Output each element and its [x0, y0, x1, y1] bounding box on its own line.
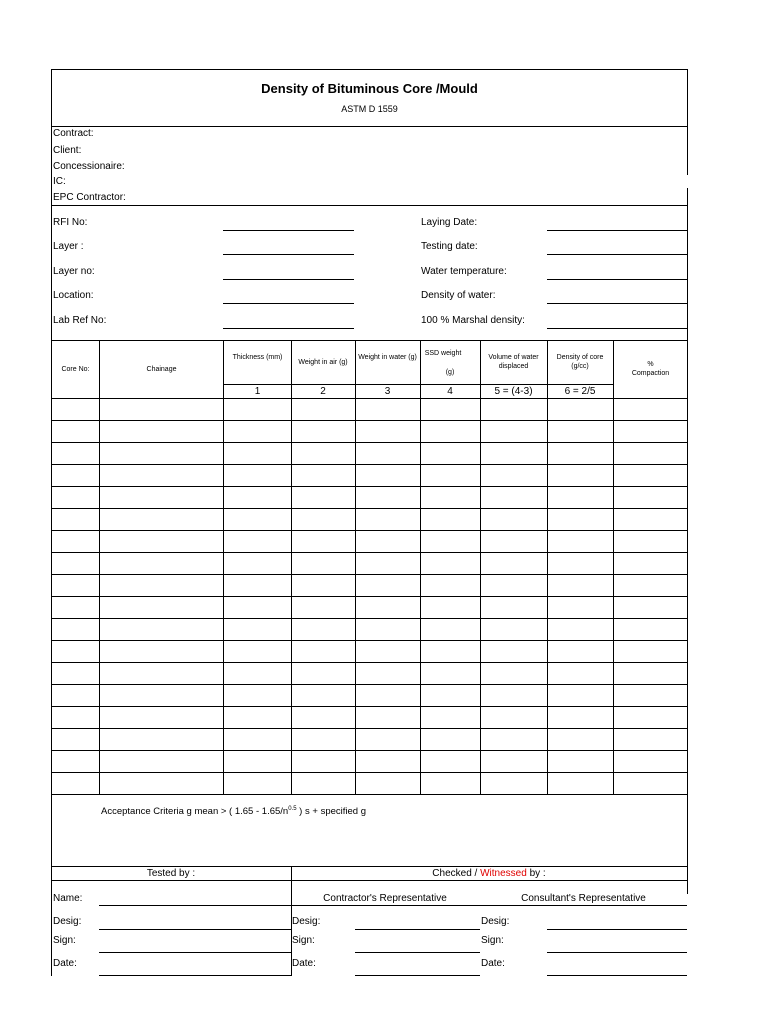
table-cell[interactable]	[224, 553, 291, 574]
table-cell[interactable]	[224, 685, 291, 706]
table-cell[interactable]	[481, 663, 547, 684]
table-cell[interactable]	[481, 641, 547, 662]
table-cell[interactable]	[292, 619, 355, 640]
header-weight-air: Weight in air (g)	[298, 359, 348, 366]
table-cell[interactable]	[548, 399, 613, 420]
table-cell[interactable]	[52, 751, 99, 772]
rfi-no-label: RFI No:	[53, 217, 88, 228]
formula-col-4: 4	[447, 386, 453, 397]
table-cell[interactable]	[356, 641, 420, 662]
table-cell[interactable]	[421, 619, 480, 640]
table-cell[interactable]	[421, 663, 480, 684]
table-cell[interactable]	[292, 509, 355, 530]
table-cell[interactable]	[292, 575, 355, 596]
header-core-no: Core No:	[61, 366, 90, 373]
table-cell[interactable]	[421, 773, 480, 794]
table-cell[interactable]	[100, 707, 223, 728]
table-cell[interactable]	[224, 509, 291, 530]
contractor-sign-field[interactable]	[355, 952, 480, 953]
table-cell[interactable]	[481, 421, 547, 442]
header-ssd-weight: SSD weight	[424, 350, 462, 357]
table-cell[interactable]	[614, 663, 687, 684]
testing-date-field[interactable]	[547, 254, 687, 255]
table-cell[interactable]	[481, 575, 547, 596]
acceptance-suffix: ) s + specified g	[296, 806, 366, 818]
table-cell[interactable]	[421, 465, 480, 486]
table-cell[interactable]	[614, 443, 687, 464]
tested-by-label: Tested by :	[146, 868, 196, 879]
table-header-top-border	[51, 340, 687, 341]
table-cell[interactable]	[356, 773, 420, 794]
table-cell[interactable]	[481, 685, 547, 706]
table-cell[interactable]	[614, 399, 687, 420]
table-cell[interactable]	[614, 465, 687, 486]
layer-field[interactable]	[223, 254, 354, 255]
contractor-desig-label: Desig:	[292, 916, 321, 927]
table-cell[interactable]	[356, 685, 420, 706]
rep-header-divider	[291, 905, 687, 906]
concessionaire-label: Concessionaire:	[53, 161, 125, 172]
table-cell[interactable]	[100, 575, 223, 596]
table-cell[interactable]	[292, 641, 355, 662]
table-cell[interactable]	[356, 421, 420, 442]
table-cell[interactable]	[548, 773, 613, 794]
table-cell[interactable]	[100, 465, 223, 486]
table-cell[interactable]	[614, 487, 687, 508]
table-cell[interactable]	[52, 421, 99, 442]
header-thickness: Thickness (mm)	[232, 354, 283, 361]
table-cell[interactable]	[356, 751, 420, 772]
tested-desig-label: Desig:	[53, 916, 82, 927]
contract-label: Contract:	[53, 128, 94, 139]
acceptance-criteria	[101, 803, 366, 818]
table-cell[interactable]	[224, 443, 291, 464]
table-cell[interactable]	[481, 465, 547, 486]
consultant-sign-field[interactable]	[547, 952, 687, 953]
lab-ref-no-label: Lab Ref No:	[53, 315, 107, 326]
table-cell[interactable]	[421, 597, 480, 618]
table-cell[interactable]	[356, 509, 420, 530]
table-cell[interactable]	[292, 751, 355, 772]
table-cell[interactable]	[421, 751, 480, 772]
formula-col-5: 5 = (4-3)	[494, 386, 533, 397]
table-cell[interactable]	[481, 729, 547, 750]
table-cell[interactable]	[356, 575, 420, 596]
header-weight-water: Weight in water (g)	[358, 354, 417, 361]
table-cell[interactable]	[52, 553, 99, 574]
table-cell[interactable]	[292, 685, 355, 706]
client-label: Client:	[53, 145, 82, 156]
epc-contractor-label: EPC Contractor:	[53, 192, 126, 203]
table-cell[interactable]	[224, 641, 291, 662]
table-cell[interactable]	[224, 531, 291, 552]
tested-name-field[interactable]	[99, 905, 291, 906]
table-cell[interactable]	[224, 597, 291, 618]
table-cell[interactable]	[421, 575, 480, 596]
table-cell[interactable]	[52, 443, 99, 464]
table-cell[interactable]	[548, 685, 613, 706]
table-cell[interactable]	[548, 421, 613, 442]
acceptance-superscript: 0.5	[288, 806, 297, 812]
table-cell[interactable]	[548, 531, 613, 552]
consultant-sign-label: Sign:	[481, 935, 504, 946]
table-cell[interactable]	[548, 465, 613, 486]
table-cell[interactable]	[614, 685, 687, 706]
marshal-density-label: 100 % Marshal density:	[421, 315, 525, 326]
tested-desig-field[interactable]	[99, 929, 291, 930]
rfi-no-field[interactable]	[223, 230, 354, 231]
tested-date-label: Date:	[53, 958, 77, 969]
table-cell[interactable]	[481, 443, 547, 464]
consultant-desig-label: Desig:	[481, 916, 510, 927]
table-cell[interactable]	[100, 685, 223, 706]
table-cell[interactable]	[100, 619, 223, 640]
table-cell[interactable]	[548, 707, 613, 728]
header-compaction: Compaction	[631, 370, 670, 377]
table-cell[interactable]	[52, 707, 99, 728]
table-cell[interactable]	[292, 421, 355, 442]
frame-right-border-bottom	[687, 188, 688, 894]
tested-sign-label: Sign:	[53, 935, 76, 946]
formula-col-3: 3	[384, 386, 391, 397]
header-density-core: Density of core (g/cc)	[556, 354, 604, 370]
table-cell[interactable]	[548, 443, 613, 464]
table-cell[interactable]	[548, 487, 613, 508]
table-cell[interactable]	[421, 553, 480, 574]
table-cell[interactable]	[292, 597, 355, 618]
table-cell[interactable]	[292, 707, 355, 728]
table-cell[interactable]	[52, 641, 99, 662]
table-cell[interactable]	[614, 553, 687, 574]
table-cell[interactable]	[100, 509, 223, 530]
density-of-water-field[interactable]	[547, 303, 687, 304]
marshal-density-field[interactable]	[547, 328, 687, 329]
table-cell[interactable]	[52, 729, 99, 750]
table-cell[interactable]	[614, 531, 687, 552]
table-cell[interactable]	[481, 531, 547, 552]
table-cell[interactable]	[548, 575, 613, 596]
checked-prefix: Checked /	[432, 868, 481, 879]
signoff-header-divider	[51, 880, 688, 881]
table-cell[interactable]	[224, 487, 291, 508]
table-cell[interactable]	[421, 509, 480, 530]
consultant-rep-label: Consultant's Representative	[521, 893, 646, 904]
table-cell[interactable]	[421, 487, 480, 508]
name-label: Name:	[53, 893, 83, 904]
table-cell[interactable]	[52, 509, 99, 530]
table-cell[interactable]	[100, 729, 223, 750]
table-row-border	[51, 794, 687, 795]
table-cell[interactable]	[548, 751, 613, 772]
table-cell[interactable]	[614, 575, 687, 596]
header-volume-water: Volume of water displaced	[488, 354, 539, 370]
header-percent: %	[647, 361, 654, 368]
table-cell[interactable]	[614, 619, 687, 640]
table-cell[interactable]	[614, 751, 687, 772]
table-cell[interactable]	[224, 773, 291, 794]
table-cell[interactable]	[52, 465, 99, 486]
table-cell[interactable]	[100, 399, 223, 420]
table-cell[interactable]	[52, 597, 99, 618]
table-cell[interactable]	[421, 421, 480, 442]
table-cell[interactable]	[548, 641, 613, 662]
header-ssd-unit: (g)	[445, 369, 455, 376]
table-cell[interactable]	[356, 729, 420, 750]
lab-ref-no-field[interactable]	[223, 328, 354, 329]
table-cell[interactable]	[356, 399, 420, 420]
contractor-desig-field[interactable]	[355, 929, 480, 930]
tested-sign-field[interactable]	[99, 952, 291, 953]
page-title: Density of Bituminous Core /Mould	[261, 81, 478, 96]
signoff-top-border	[51, 866, 688, 867]
table-cell[interactable]	[100, 597, 223, 618]
table-cell[interactable]	[100, 487, 223, 508]
table-cell[interactable]	[224, 465, 291, 486]
table-cell[interactable]	[356, 663, 420, 684]
frame-top-border	[51, 69, 688, 70]
table-cell[interactable]	[421, 729, 480, 750]
table-cell[interactable]	[481, 399, 547, 420]
table-cell[interactable]	[548, 663, 613, 684]
table-cell[interactable]	[100, 773, 223, 794]
water-temperature-label: Water temperature:	[421, 266, 507, 277]
contractor-sign-label: Sign:	[292, 935, 315, 946]
table-cell[interactable]	[421, 531, 480, 552]
table-cell[interactable]	[548, 619, 613, 640]
table-cell[interactable]	[100, 421, 223, 442]
contractor-rep-label: Contractor's Representative	[323, 893, 447, 904]
table-cell[interactable]	[614, 707, 687, 728]
table-cell[interactable]	[100, 553, 223, 574]
table-cell[interactable]	[224, 399, 291, 420]
table-cell[interactable]	[292, 663, 355, 684]
table-cell[interactable]	[421, 399, 480, 420]
testing-date-label: Testing date:	[421, 241, 478, 252]
table-cell[interactable]	[356, 707, 420, 728]
table-cell[interactable]	[52, 619, 99, 640]
checked-witnessed-label	[291, 868, 687, 880]
table-cell[interactable]	[548, 509, 613, 530]
table-cell[interactable]	[356, 619, 420, 640]
table-cell[interactable]	[614, 773, 687, 794]
table-cell[interactable]	[548, 553, 613, 574]
table-cell[interactable]	[292, 553, 355, 574]
witnessed-text: Witnessed	[480, 868, 527, 879]
table-cell[interactable]	[292, 729, 355, 750]
table-cell[interactable]	[481, 487, 547, 508]
table-cell[interactable]	[614, 641, 687, 662]
table-cell[interactable]	[52, 399, 99, 420]
table-cell[interactable]	[421, 707, 480, 728]
table-cell[interactable]	[52, 663, 99, 684]
table-cell[interactable]	[100, 641, 223, 662]
consultant-desig-field[interactable]	[547, 929, 687, 930]
contractor-date-field[interactable]	[355, 975, 480, 976]
location-field[interactable]	[223, 303, 354, 304]
table-cell[interactable]	[421, 641, 480, 662]
table-cell[interactable]	[481, 773, 547, 794]
layer-no-field[interactable]	[223, 279, 354, 280]
table-cell[interactable]	[481, 619, 547, 640]
acceptance-prefix: Acceptance Criteria g mean > ( 1.65 - 1.65/n	[101, 806, 289, 818]
table-cell[interactable]	[292, 443, 355, 464]
table-cell[interactable]	[356, 465, 420, 486]
table-cell[interactable]	[100, 531, 223, 552]
table-cell[interactable]	[224, 421, 291, 442]
table-cell[interactable]	[224, 575, 291, 596]
table-cell[interactable]	[614, 509, 687, 530]
location-label: Location:	[53, 290, 94, 301]
table-cell[interactable]	[614, 421, 687, 442]
header-chainage: Chainage	[146, 366, 177, 373]
table-cell[interactable]	[224, 751, 291, 772]
table-cell[interactable]	[100, 751, 223, 772]
table-cell[interactable]	[481, 707, 547, 728]
tested-date-field[interactable]	[99, 975, 291, 976]
table-cell[interactable]	[224, 707, 291, 728]
table-cell[interactable]	[224, 663, 291, 684]
table-cell[interactable]	[421, 685, 480, 706]
checked-suffix: by :	[526, 868, 546, 879]
table-cell[interactable]	[548, 729, 613, 750]
table-cell[interactable]	[356, 597, 420, 618]
formula-col-6: 6 = 2/5	[564, 386, 596, 397]
table-cell[interactable]	[356, 443, 420, 464]
table-cell[interactable]	[52, 531, 99, 552]
table-cell[interactable]	[292, 399, 355, 420]
layer-no-label: Layer no:	[53, 266, 95, 277]
table-cell[interactable]	[100, 443, 223, 464]
table-cell[interactable]	[481, 597, 547, 618]
density-of-water-label: Density of water:	[421, 290, 496, 301]
table-cell[interactable]	[224, 729, 291, 750]
contractor-date-label: Date:	[292, 958, 316, 969]
table-cell[interactable]	[52, 773, 99, 794]
consultant-date-label: Date:	[481, 958, 505, 969]
table-cell[interactable]	[52, 685, 99, 706]
table-cell[interactable]	[356, 531, 420, 552]
table-cell[interactable]	[292, 531, 355, 552]
title-divider	[51, 126, 688, 127]
table-cell[interactable]	[292, 487, 355, 508]
table-cell[interactable]	[100, 663, 223, 684]
project-info-divider	[51, 205, 688, 206]
formula-col-1: 1	[254, 386, 261, 397]
ic-label: IC:	[53, 176, 66, 187]
table-cell[interactable]	[292, 465, 355, 486]
table-cell[interactable]	[614, 597, 687, 618]
table-cell[interactable]	[224, 619, 291, 640]
table-cell[interactable]	[356, 553, 420, 574]
table-cell[interactable]	[292, 773, 355, 794]
laying-date-field[interactable]	[547, 230, 687, 231]
table-cell[interactable]	[52, 575, 99, 596]
consultant-date-field[interactable]	[547, 975, 687, 976]
table-cell[interactable]	[481, 553, 547, 574]
layer-label: Layer :	[53, 241, 84, 252]
table-cell[interactable]	[481, 751, 547, 772]
formula-row-top-border	[223, 384, 614, 385]
table-cell[interactable]	[548, 597, 613, 618]
table-cell[interactable]	[421, 443, 480, 464]
table-cell[interactable]	[481, 509, 547, 530]
table-cell[interactable]	[52, 487, 99, 508]
table-cell[interactable]	[614, 729, 687, 750]
water-temperature-field[interactable]	[547, 279, 687, 280]
standard-reference: ASTM D 1559	[341, 104, 398, 114]
table-cell[interactable]	[356, 487, 420, 508]
laying-date-label: Laying Date:	[421, 217, 478, 228]
formula-col-2: 2	[320, 386, 326, 397]
